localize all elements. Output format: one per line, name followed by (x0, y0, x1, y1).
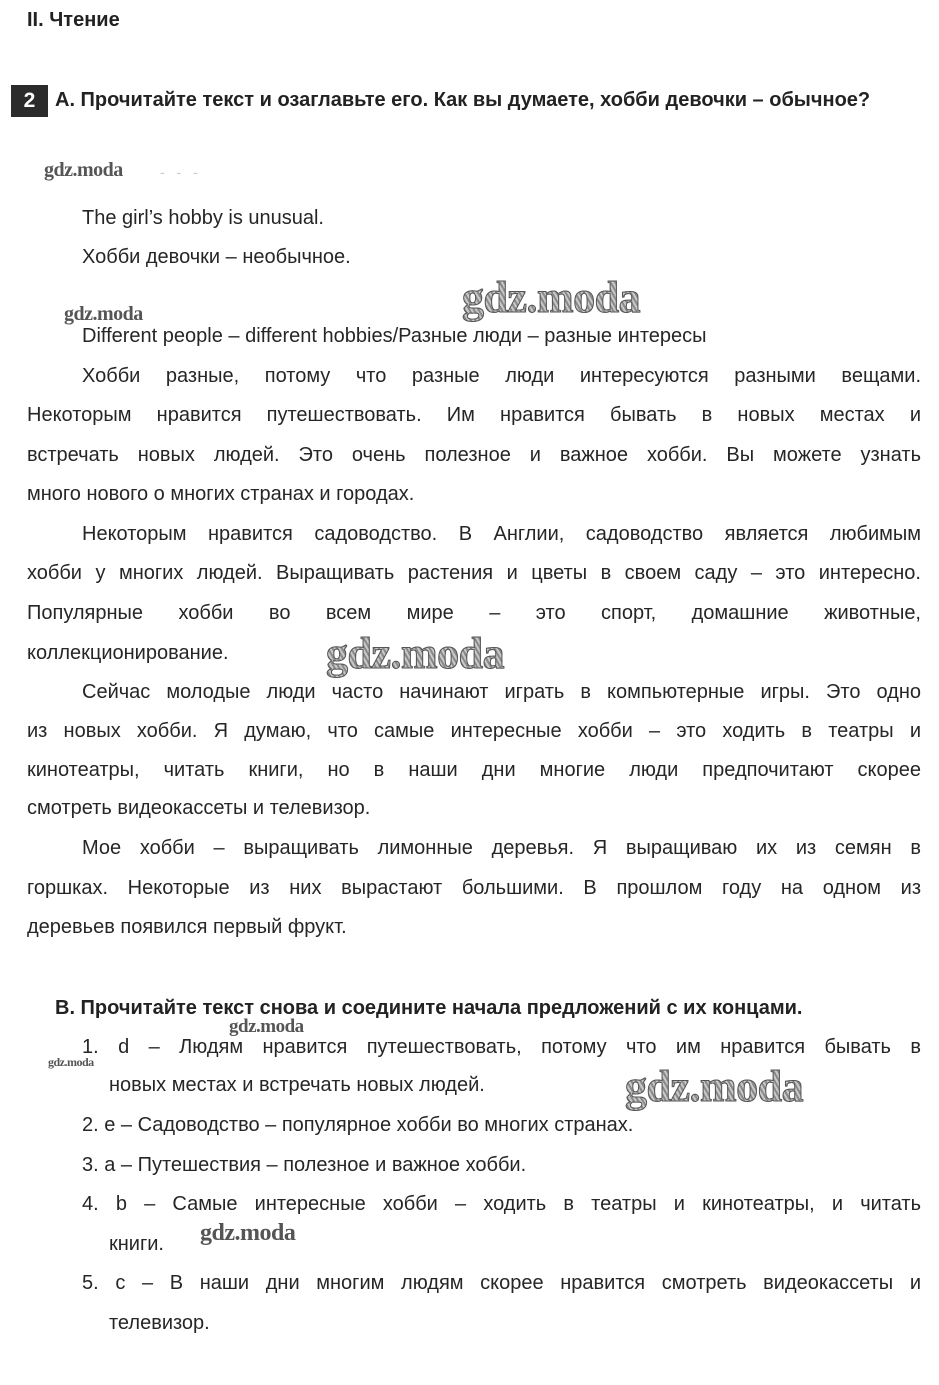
watermark: gdz.moda (44, 159, 123, 181)
match-item-4: 4. b – Самые интересные хобби – ходить в театры и кинотеатры, и читать (82, 1193, 921, 1215)
paragraph-4-line-1: Мое хобби – выращивать лимонные деревья. Я выращиваю их из семян в (82, 837, 921, 859)
match-item-5-cont: телевизор. (109, 1312, 210, 1334)
paragraph-2-line-3: Популярные хобби во всем мире – это спорт, домашние животные, (27, 602, 921, 624)
paragraph-3-line-1: Сейчас молодые люди часто начинают играть в компьютерные игры. Это одно (82, 681, 921, 703)
paragraph-1-line-2: Некоторым нравится путешествовать. Им нравится бывать в новых местах и (27, 404, 921, 426)
match-item-2: 2. e – Садоводство – популярное хобби во многих странах. (82, 1114, 634, 1136)
task-number-badge: 2 (11, 85, 48, 117)
paragraph-4-line-3: деревьев появился первый фрукт. (27, 916, 347, 938)
watermark-dots: - - - (160, 164, 202, 180)
watermark: gdz.moda (229, 1016, 304, 1037)
task-heading: A. Прочитайте текст и озаглавьте его. Как вы думаете, хобби девочки – обычное? (55, 89, 871, 111)
match-item-1: 1. d – Людям нравится путешествовать, потому что им нравится бывать в (82, 1036, 921, 1058)
watermark: gdz.moda (200, 1220, 296, 1246)
paragraph-3-line-3: кинотеатры, читать книги, но в наши дни многие люди предпочитают скорее (27, 759, 921, 781)
text-title: Different people – different hobbies/Разные люди – разные интересы (82, 325, 707, 347)
paragraph-3-line-2: из новых хобби. Я думаю, что самые интересные хобби – это ходить в театры и (27, 720, 921, 742)
paragraph-1-line-3: встречать новых людей. Это очень полезное и важное хобби. Вы можете узнать (27, 444, 921, 466)
section-title: II. Чтение (27, 9, 120, 31)
match-item-5: 5. c – В наши дни многим людям скорее нравится смотреть видеокассеты и (82, 1272, 921, 1294)
watermark-large: gdz.moda (462, 273, 641, 322)
paragraph-2-line-1: Некоторым нравится садоводство. В Англии, садоводство является любимым (82, 523, 921, 545)
watermark: gdz.moda (48, 1055, 94, 1069)
match-item-1-cont: новых местах и встречать новых людей. (109, 1074, 485, 1096)
paragraph-2-line-2: хобби у многих людей. Выращивать растения и цветы в своем саду – это интересно. (27, 562, 921, 584)
answer-russian: Хобби девочки – необычное. (82, 246, 351, 268)
paragraph-1-line-4: много нового о многих странах и городах. (27, 483, 415, 505)
paragraph-1-line-1: Хобби разные, потому что разные люди интересуются разными вещами. (82, 365, 921, 387)
paragraph-2-line-4: коллекционирование. (27, 642, 229, 664)
match-item-4-cont: книги. (109, 1233, 164, 1255)
paragraph-3-line-4: смотреть видеокассеты и телевизор. (27, 797, 371, 819)
watermark: gdz.moda (64, 303, 143, 325)
match-item-3: 3. a – Путешествия – полезное и важное хобби. (82, 1154, 527, 1176)
watermark-large: gdz.moda (326, 629, 505, 678)
part-b-heading: B. Прочитайте текст снова и соедините начала предложений с их концами. (55, 997, 803, 1019)
answer-english: The girl’s hobby is unusual. (82, 207, 324, 229)
watermark-large: gdz.moda (625, 1062, 804, 1111)
paragraph-4-line-2: горшках. Некоторые из них вырастают большими. В прошлом году на одном из (27, 877, 921, 899)
